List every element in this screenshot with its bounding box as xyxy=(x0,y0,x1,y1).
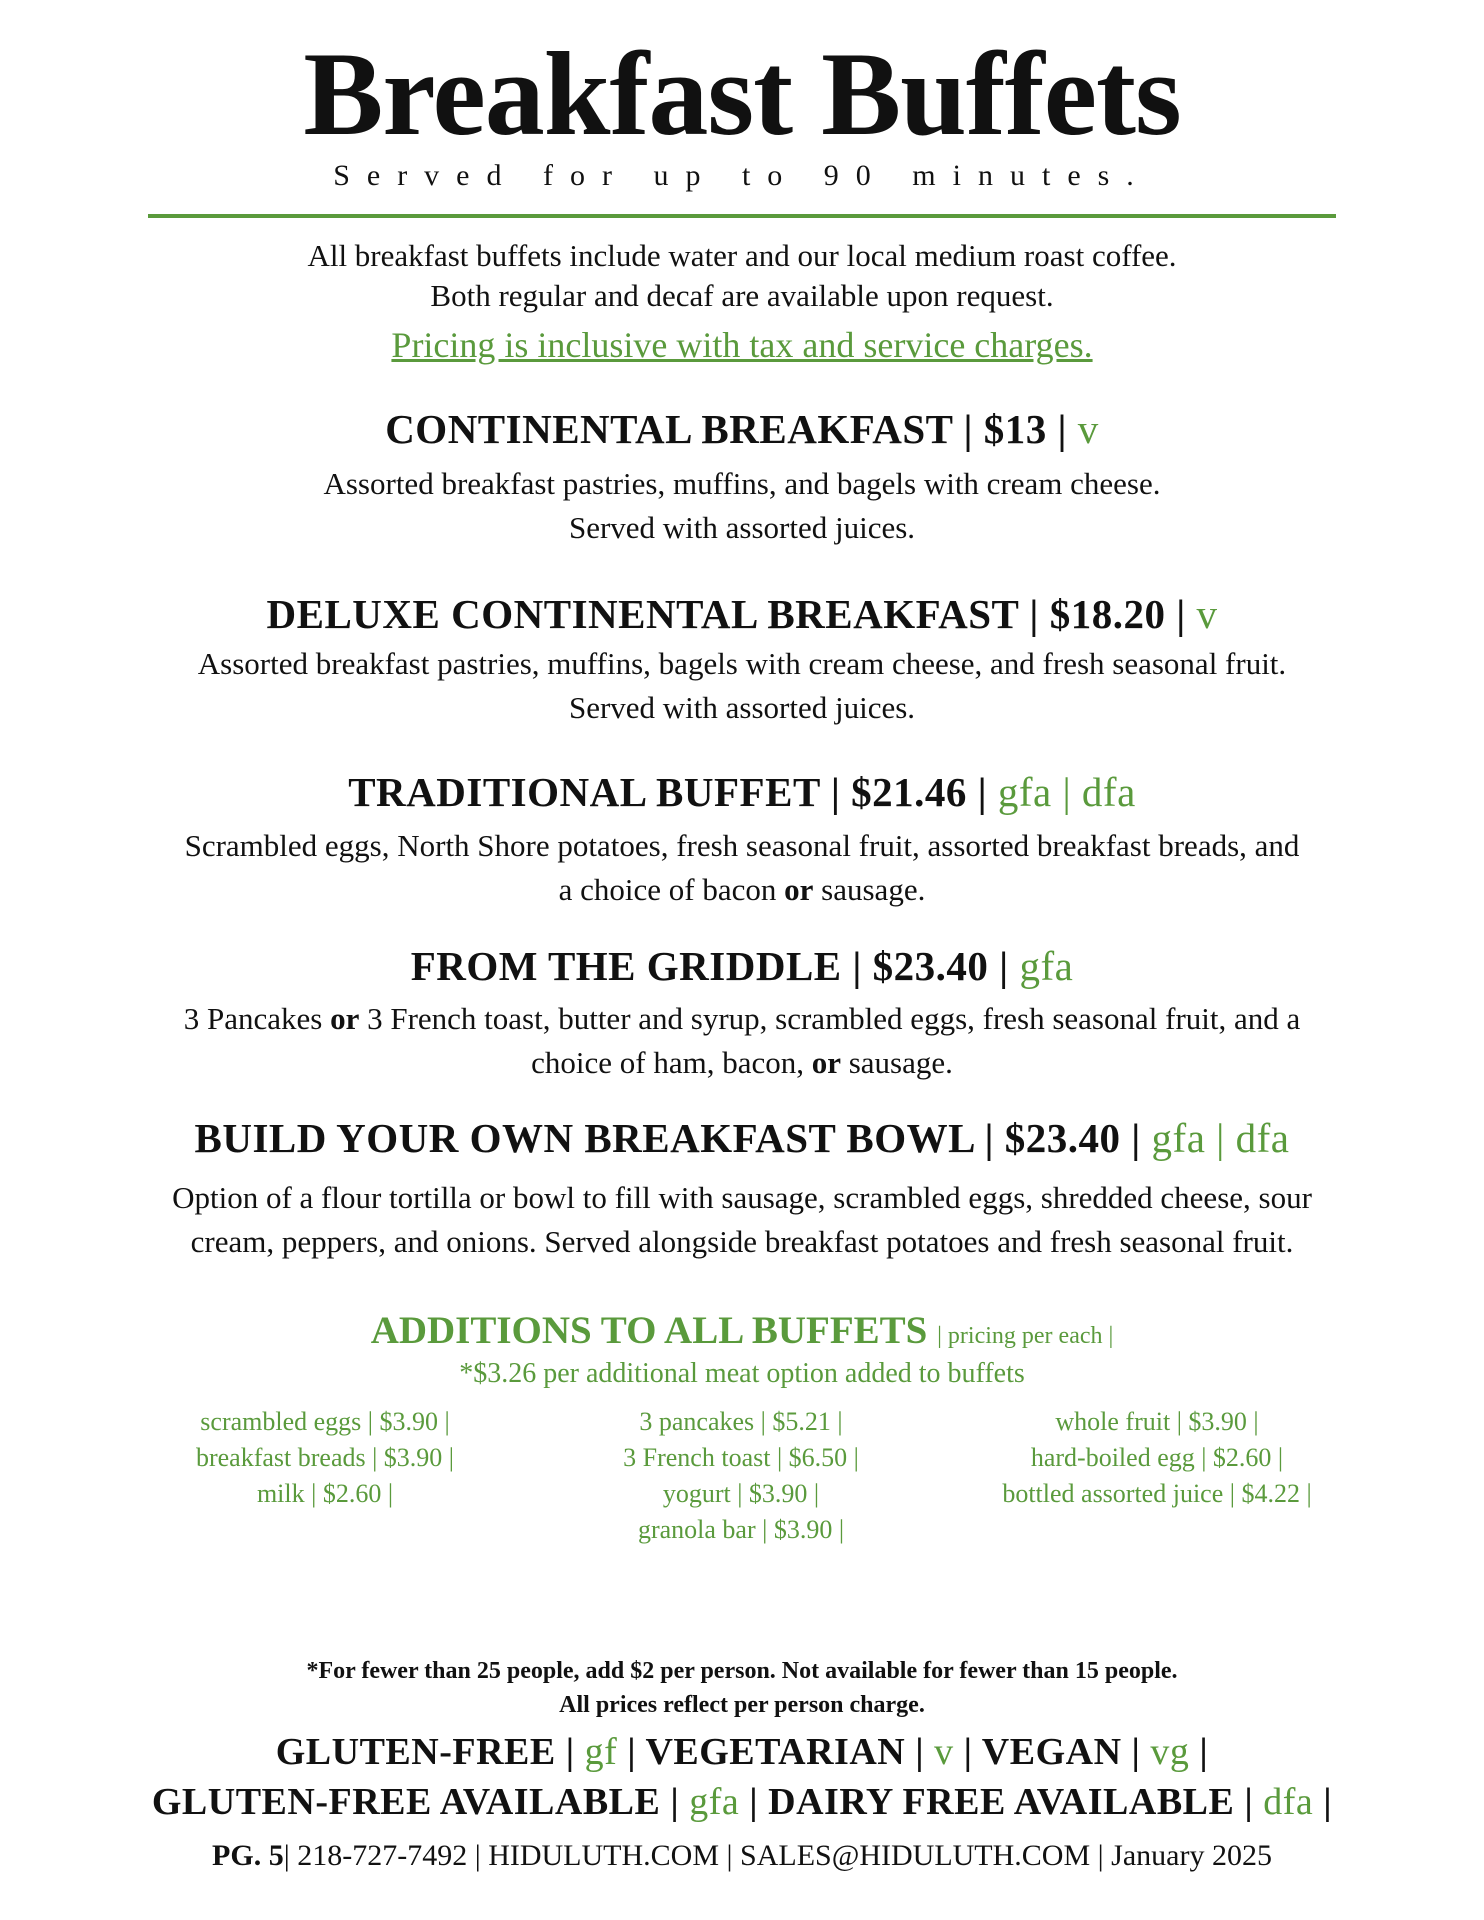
menu-item-description xyxy=(0,997,1484,1085)
description-emphasis: or xyxy=(330,1001,360,1036)
menu-item-heading: BUILD YOUR OWN BREAKFAST BOWL | $23.40 | gfa | dfa xyxy=(194,1115,1290,1161)
item-name: FROM THE GRIDDLE xyxy=(410,943,842,989)
description-line: Option of a flour tortilla or bowl to fill with sausage, scrambled eggs, shredded cheese, sour xyxy=(172,1180,1312,1215)
page-number: PG. 5 xyxy=(212,1839,284,1872)
item-diet-tags: gfa | dfa xyxy=(1151,1115,1290,1161)
footnote-minimum: *For fewer than 25 people, add $2 per person. Not available for fewer than 15 people. xyxy=(306,1658,1178,1684)
item-name: DELUXE CONTINENTAL BREAKFAST xyxy=(266,591,1019,637)
intro-line-2: Both regular and decaf are available upon request. xyxy=(430,278,1054,313)
description-text: 3 Pancakes xyxy=(183,1001,331,1036)
item-price: $13 xyxy=(983,406,1047,452)
description-text: choice of ham, bacon, xyxy=(531,1045,812,1080)
addition-item: scrambled eggs | $3.90 | xyxy=(200,1407,450,1436)
description-line: cream, peppers, and onions. Served alongside breakfast potatoes and fresh seasonal fruit. xyxy=(190,1224,1294,1259)
description-text: sausage. xyxy=(840,1045,953,1080)
item-name: BUILD YOUR OWN BREAKFAST BOWL xyxy=(194,1115,974,1161)
legend-label: VEGETARIAN xyxy=(645,1731,906,1773)
item-price: $18.20 xyxy=(1049,591,1166,637)
additions-title: ADDITIONS TO ALL BUFFETS xyxy=(370,1309,928,1352)
item-price: $21.46 xyxy=(851,769,967,815)
item-diet-tags: gfa xyxy=(1019,943,1074,989)
description-line xyxy=(0,997,1484,1041)
item-diet-tags: v xyxy=(1077,406,1099,452)
description-line xyxy=(0,868,1484,912)
legend-label: VEGAN xyxy=(981,1731,1122,1773)
description-text: sausage. xyxy=(813,872,926,907)
menu-item-heading: DELUXE CONTINENTAL BREAKFAST | $18.20 | v xyxy=(266,591,1218,637)
footnote-per-person: All prices reflect per person charge. xyxy=(559,1692,925,1718)
description-line: Assorted breakfast pastries, muffins, bagels with cream cheese, and fresh seasonal fruit. xyxy=(197,646,1287,681)
legend-label: GLUTEN-FREE AVAILABLE xyxy=(151,1781,661,1823)
additions-heading xyxy=(0,1308,1484,1355)
description-line: Served with assorted juices. xyxy=(568,690,916,725)
legend-code: gfa xyxy=(689,1781,740,1823)
menu-item-heading: FROM THE GRIDDLE | $23.40 | gfa xyxy=(410,943,1074,989)
addition-item: 3 pancakes | $5.21 | xyxy=(639,1407,843,1436)
addition-item: breakfast breads | $3.90 | xyxy=(195,1443,455,1472)
legend-label: DAIRY FREE AVAILABLE xyxy=(768,1781,1235,1823)
item-diet-tags: gfa | dfa xyxy=(997,769,1136,815)
legend-code: gf xyxy=(584,1731,618,1773)
addition-item: granola bar | $3.90 | xyxy=(637,1515,845,1544)
description-emphasis: or xyxy=(811,1045,841,1080)
page-title: Breakfast Buffets xyxy=(303,27,1181,160)
item-price: $23.40 xyxy=(1004,1115,1121,1161)
description-line: Scrambled eggs, North Shore potatoes, fresh seasonal fruit, assorted breakfast breads, and xyxy=(184,828,1300,863)
diet-legend-row: GLUTEN-FREE | gf | VEGETARIAN | v | VEGAN | vg | xyxy=(275,1731,1209,1773)
menu-item-description xyxy=(0,824,1484,912)
additions-note: *$3.26 per additional meat option added to buffets xyxy=(459,1358,1025,1389)
description-line: Served with assorted juices. xyxy=(568,510,916,545)
item-name: TRADITIONAL BUFFET xyxy=(348,769,821,815)
contact-info: | 218-727-7492 | HIDULUTH.COM | SALES@HIDULUTH.COM | January 2025 xyxy=(283,1839,1272,1872)
menu-item-description xyxy=(0,642,1484,730)
diet-legend-row: GLUTEN-FREE AVAILABLE | gfa | DAIRY FREE AVAILABLE | dfa | xyxy=(151,1781,1333,1823)
addition-item: bottled assorted juice | $4.22 | xyxy=(1002,1479,1312,1508)
addition-item: milk | $2.60 | xyxy=(256,1479,394,1508)
additions-subtitle: | pricing per each | xyxy=(937,1323,1114,1349)
item-price: $23.40 xyxy=(872,943,989,989)
menu-item-heading: TRADITIONAL BUFFET | $21.46 | gfa | dfa xyxy=(348,769,1136,815)
item-name: CONTINENTAL BREAKFAST xyxy=(385,406,953,452)
description-text: 3 French toast, butter and syrup, scrambled eggs, fresh seasonal fruit, and a xyxy=(359,1001,1301,1036)
item-diet-tags: v xyxy=(1196,591,1218,637)
legend-label: GLUTEN-FREE xyxy=(275,1731,556,1773)
menu-item-heading: CONTINENTAL BREAKFAST | $13 | v xyxy=(385,406,1099,452)
addition-item: 3 French toast | $6.50 | xyxy=(623,1443,859,1472)
legend-code: dfa xyxy=(1263,1781,1314,1823)
pricing-note: Pricing is inclusive with tax and service charges. xyxy=(391,325,1093,365)
description-line: Assorted breakfast pastries, muffins, and bagels with cream cheese. xyxy=(323,466,1161,501)
title-divider xyxy=(148,214,1336,218)
addition-item: yogurt | $3.90 | xyxy=(662,1479,820,1508)
legend-code: v xyxy=(934,1731,954,1773)
intro-line-1: All breakfast buffets include water and our local medium roast coffee. xyxy=(307,238,1177,273)
description-line xyxy=(0,1041,1484,1085)
legend-code: vg xyxy=(1150,1731,1190,1773)
addition-item: whole fruit | $3.90 | xyxy=(1055,1407,1259,1436)
description-text: a choice of bacon xyxy=(558,872,785,907)
page-subtitle: Served for up to 90 minutes. xyxy=(333,159,1151,192)
additions-column xyxy=(541,1404,941,1548)
additions-column xyxy=(125,1404,525,1512)
additions-column xyxy=(957,1404,1357,1512)
menu-item-description xyxy=(0,462,1484,550)
addition-item: hard-boiled egg | $2.60 | xyxy=(1030,1443,1284,1472)
description-emphasis: or xyxy=(784,872,814,907)
contact-footer xyxy=(0,1836,1484,1875)
menu-item-description xyxy=(0,1176,1484,1264)
